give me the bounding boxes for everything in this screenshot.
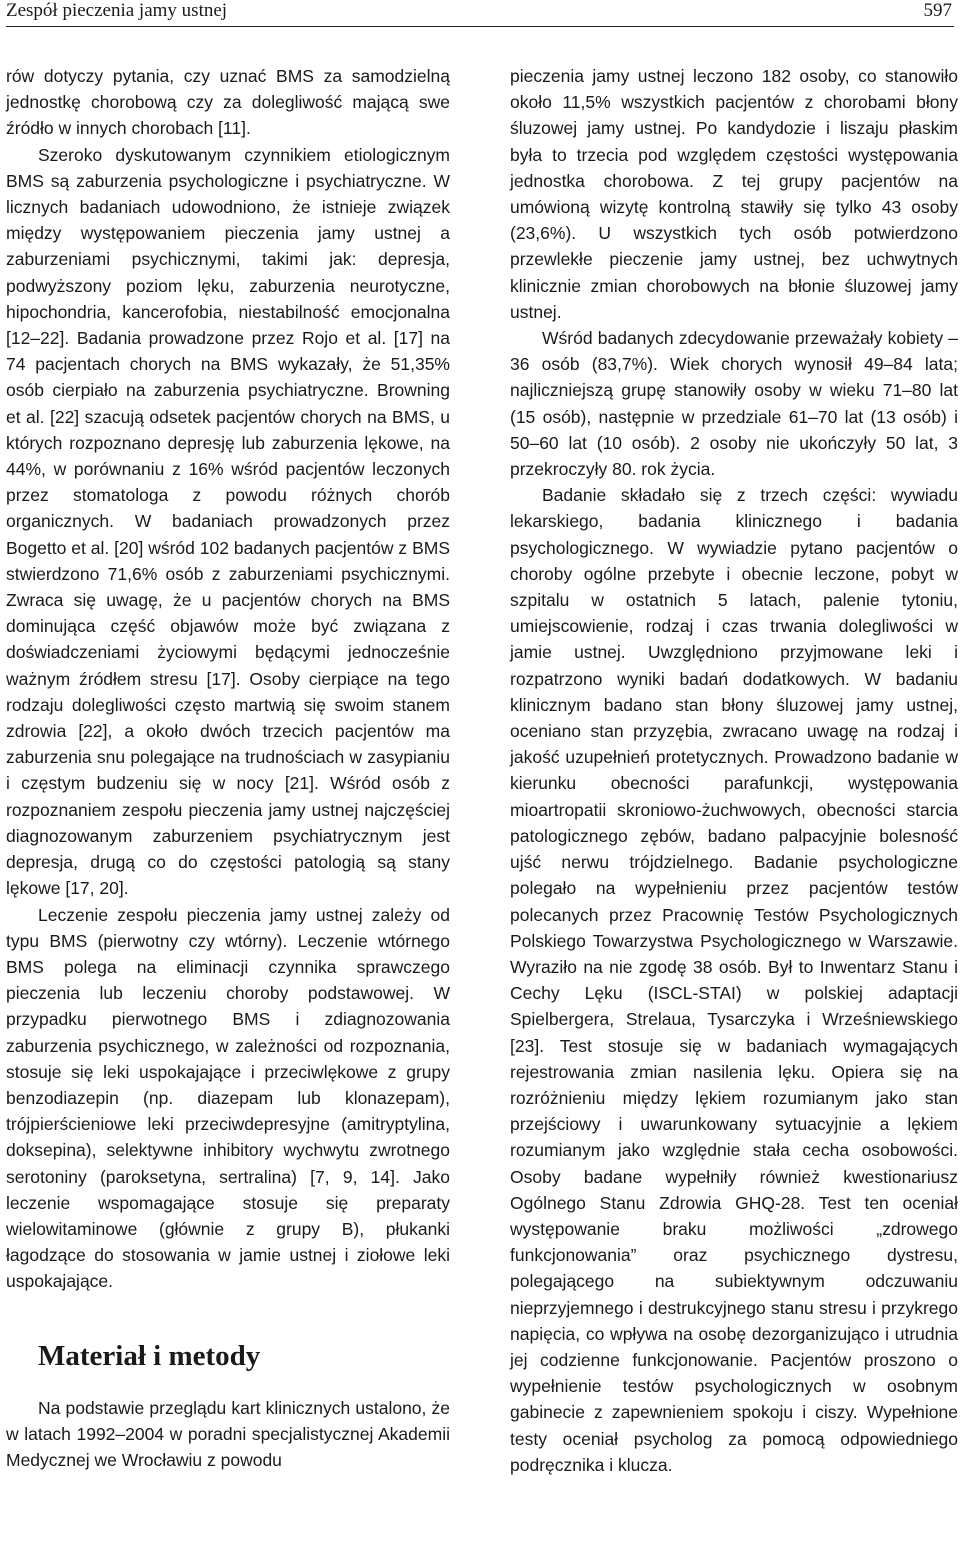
paragraph: pieczenia jamy ustnej leczono 182 osoby, co stanowiło około 11,5% wszystkich pacjentów z chorobami błony śluzowej jamy ustnej. Po kandydozie i liszaju płaskim była to trzecia pod względem częstości występowania jednostka chorobowa. Z tej grupy pacjentów na umówioną wizytę kontrolną stawiły się tylko 43 osoby (23,6%). U wszystkich tych osób potwierdzono przewlekłe pieczenie jamy ustnej, bez uchwytnych klinicznie zmian chorobowych na błonie śluzowej jamy ustnej. <box>510 66 958 322</box>
running-title: Zespół pieczenia jamy ustnej <box>6 0 228 21</box>
page-header <box>6 0 954 27</box>
right-column <box>510 63 958 1478</box>
page-number: 597 <box>923 0 952 21</box>
section-heading: Materiał i metody <box>38 1339 261 1372</box>
paragraph: Szeroko dyskutowanym czynnikiem etiologicznym BMS są zaburzenia psychologiczne i psychiatryczne. W licznych badaniach udowodniono, że istnieje związek między występowaniem pieczenia jamy ustnej a zaburzeniami psychicznymi, takimi jak: depresja, podwyższony poziom lęku, zaburzenia neurotyczne, hipochondria, kancerofobia, niestabilność emocjonalna [12–22]. Badania prowadzone przez Rojo et al. [17] na 74 pacjentach chorych na BMS wykazały, że 51,35% osób cierpiało na zaburzenia psychiatryczne. Browning et al. [22] szacują odsetek pacjentów chorych na BMS, u których rozpoznano depresję lub zaburzenia lękowe, na 44%, w porównaniu z 16% wśród pacjentów leczonych przez stomatologa z powodu różnych chorób organicznych. W badaniach prowadzonych przez Bogetto et al. [20] wśród 102 badanych pacjentów z BMS stwierdzono 71,6% osób z zaburzeniami psychicznymi. Zwraca się uwagę, że u pacjentów chorych na BMS dominująca część objawów może być związana z doświadczeniami życiowymi będącymi jednocześnie ważnym źródłem stresu [17]. Osoby cierpiące na tego rodzaju dolegliwości często martwią się swoim stanem zdrowia [22], a około dwóch trzecich pacjentów ma zaburzenia snu polegające na trudnościach w zasypianiu i częstym budzeniu się w nocy [21]. Wśród osób z rozpoznaniem zespołu pieczenia jamy ustnej najczęściej diagnozowanym zaburzeniem psychiatrycznym jest depresja, drugą co do częstości patologią są stany lękowe [17, 20]. <box>6 144 450 899</box>
paragraph: Wśród badanych zdecydowanie przeważały kobiety – 36 osób (83,7%). Wiek chorych wynosił 49–84 lata; najliczniejszą grupę stanowiły osoby w wieku 71–80 lat (15 osób), następnie w przedziale 61–70 lat (13 osób) i 50–60 lat (10 osób). 2 osoby nie ukończyły 50 lat, 3 przekroczyły 80. rok życia. <box>510 328 958 480</box>
paragraph: Leczenie zespołu pieczenia jamy ustnej zależy od typu BMS (pierwotny czy wtórny). Leczenie wtórnego BMS polega na eliminacji czynnika sprawczego pieczenia lub leczeniu choroby podstawowej. W przypadku pierwotnego BMS i zdiagnozowania zaburzenia psychicznego, w zależności od rozpoznania, stosuje się leki uspokajające i przeciwlękowe z grupy benzodiazepin (np. diazepam lub klonazepam), trójpierścieniowe leki przeciwdepresyjne (amitryptylina, doksepina), selektywne inhibitory wychwytu zwrotnego serotoniny (paroksetyna, sertralina) [7, 9, 14]. Jako leczenie wspomagające stosuje się preparaty wielowitaminowe (głównie z grupy B), płukanki łagodzące do stosowania w jamie ustnej i ziołowe leki uspokajające. <box>6 904 450 1292</box>
left-column <box>6 63 450 1473</box>
paragraph: Na podstawie przeglądu kart klinicznych ustalono, że w latach 1992–2004 w poradni specjalistycznej Akademii Medycznej we Wrocławiu z powodu <box>6 1397 450 1470</box>
paragraph: rów dotyczy pytania, czy uznać BMS za samodzielną jednostkę chorobową czy za dolegliwość mającą swe źródło w innych chorobach [11]. <box>6 66 450 139</box>
paragraph: Badanie składało się z trzech części: wywiadu lekarskiego, badania klinicznego i badania psychologicznego. W wywiadzie pytano pacjentów o choroby ogólne przebyte i obecnie leczone, pobyt w szpitalu w ostatnich 5 latach, palenie tytoniu, umiejscowienie, rodzaj i czas trwania dolegliwości w jamie ustnej. Uwzględniono przyjmowane leki i rozpatrzono wyniki badań dodatkowych. W badaniu klinicznym badano stan błony śluzowej jamy ustnej, oceniano stan przyzębia, zwracano uwagę na rodzaj i jakość uzupełnień protetycznych. Prowadzono badanie w kierunku obecności parafunkcji, występowania mioartropatii skroniowo-żuchwowych, obecności starcia patologicznego zębów, badano palpacyjnie bolesność ujść nerwu trójdzielnego. Badanie psychologiczne polegało na wypełnieniu przez pacjentów testów polecanych przez Pracownię Testów Psychologicznych Polskiego Towarzystwa Psychologicznego w Warszawie. Wyraziło na nie zgodę 38 osób. Był to Inwentarz Stanu i Cechy Lęku (ISCL-STAI) w polskiej adaptacji Spielbergera, Strelaua, Tysarczyka i Wrześniewskiego [23]. Test stosuje się w badaniach wymagających rejestrowania zmian nasilenia lęku. Opiera się na rozróżnieniu między lękiem rozumianym jako stan przejściowy i uwarunkowany sytuacyjnie a lękiem rozumianym jako względnie stała cecha osobowości. Osoby badane wypełniły również kwestionariusz Ogólnego Stanu Zdrowia GHQ-28. Test ten oceniał występowanie braku możliwości „zdrowego funkcjonowania” oraz psychicznego dystresu, polegającego na subiektywnym odczuwaniu nieprzyjemnego i destrukcyjnego stanu stresu i przykrego napięcia, co wpływa na osobę dezorganizująco i utrudnia jej codzienne funkcjonowanie. Pacjentów proszono o wypełnienie testów psychologicznych w osobnym gabinecie z zapewnieniem spokoju i ciszy. Wypełnione testy oceniał psycholog za pomocą odpowiedniego podręcznika i klucza. <box>510 485 958 1475</box>
